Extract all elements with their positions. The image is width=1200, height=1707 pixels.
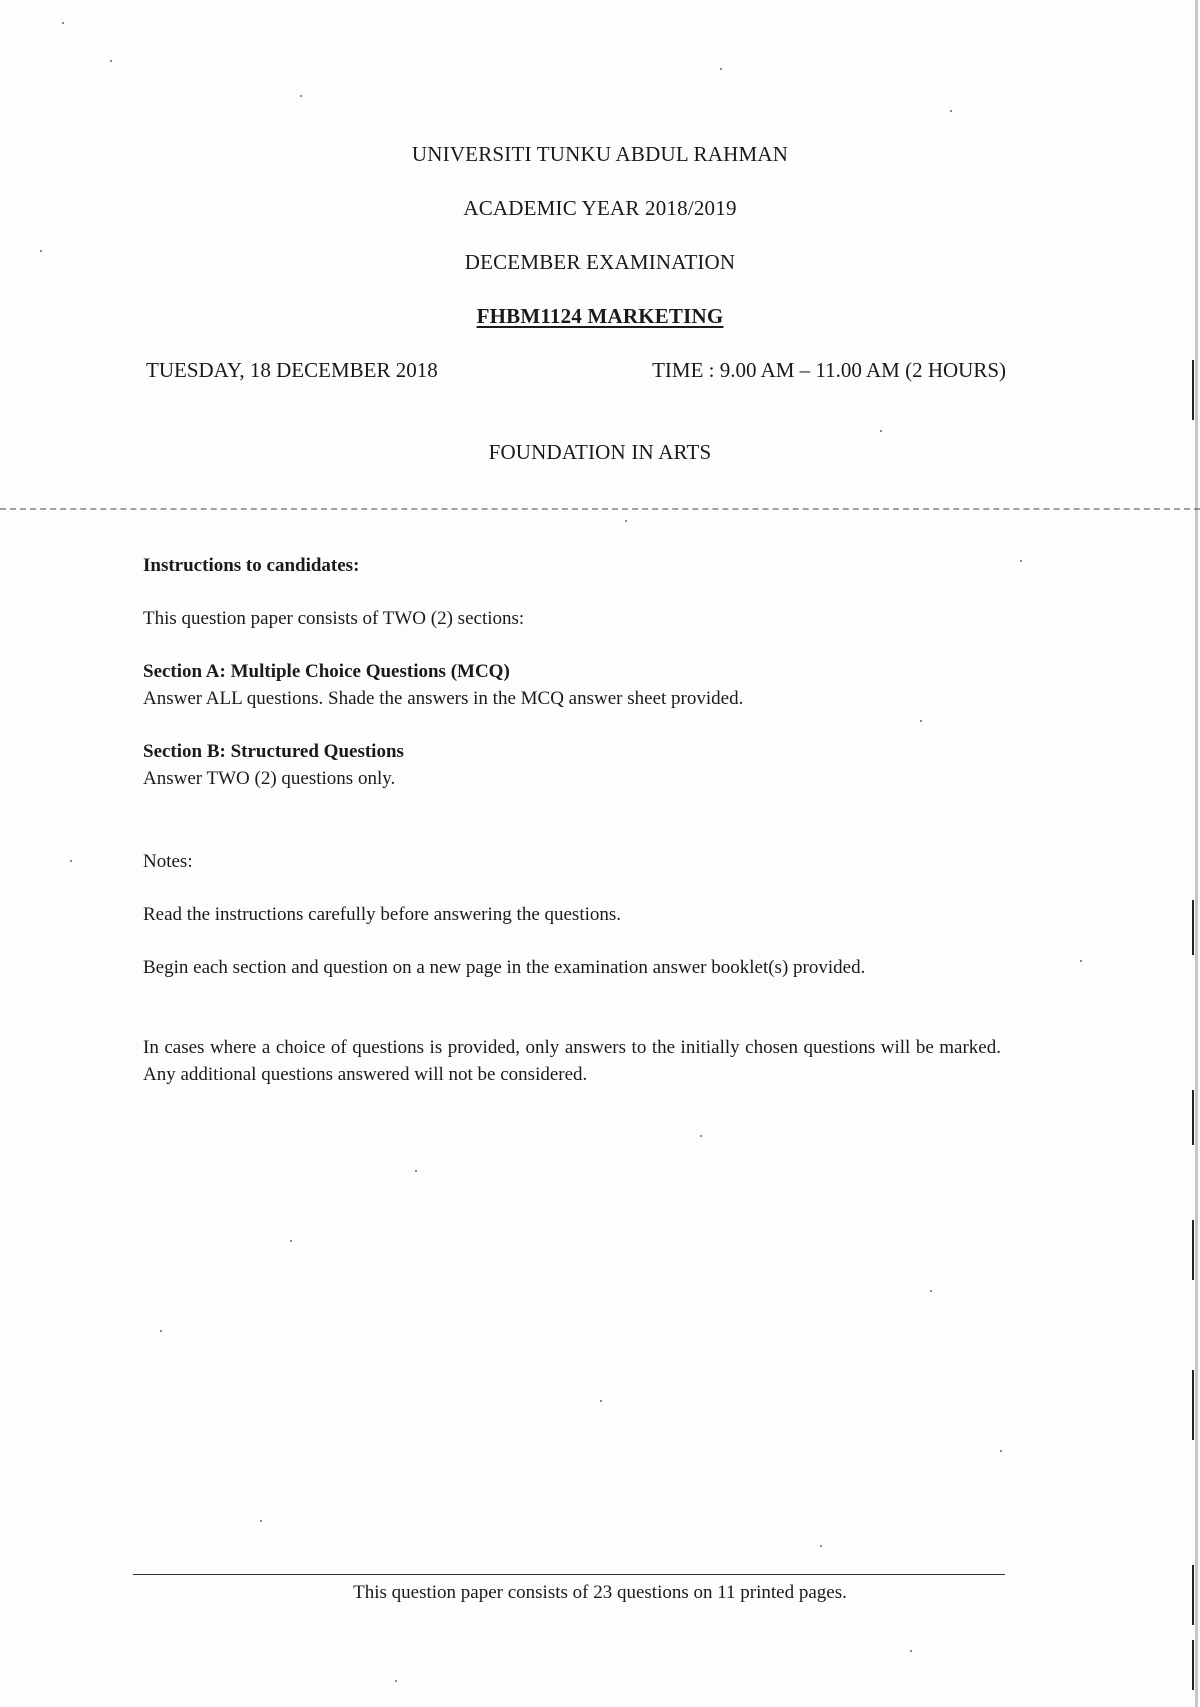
scan-speck — [70, 860, 72, 862]
course-title: FHBM1124 MARKETING — [476, 304, 724, 328]
scan-speck — [600, 1400, 602, 1402]
course-title-wrapper — [0, 304, 1200, 329]
scan-edge-mark — [1192, 360, 1194, 420]
scan-edge-line — [1195, 0, 1198, 1707]
scan-speck — [880, 430, 882, 432]
scan-edge-mark — [1192, 1370, 1194, 1440]
note-new-page: Begin each section and question on a new page in the examination answer booklet(s) provided. — [143, 957, 866, 978]
exam-time: TIME : 9.00 AM – 11.00 AM (2 HOURS) — [652, 358, 1006, 382]
section-a-title: Section A: Multiple Choice Questions (MCQ) — [143, 661, 510, 682]
scan-edge-mark — [1192, 1090, 1194, 1145]
instructions-intro: This question paper consists of TWO (2) sections: — [143, 608, 525, 629]
exam-date: TUESDAY, 18 DECEMBER 2018 — [146, 358, 438, 382]
note-choice-of-questions: In cases where a choice of questions is provided, only answers to the initially chosen questions will be marked. Any additional questions answered will not be considered. — [143, 1037, 1001, 1085]
section-divider — [0, 508, 1200, 510]
footer-page-info: This question paper consists of 23 questions on 11 printed pages. — [353, 1582, 847, 1603]
scan-speck — [260, 1520, 262, 1522]
scan-edge-mark — [1192, 1220, 1194, 1280]
scan-speck — [625, 520, 627, 522]
scan-speck — [720, 68, 722, 70]
section-b-text: Answer TWO (2) questions only. — [143, 768, 396, 789]
scan-speck — [160, 1330, 162, 1332]
scan-speck — [395, 1680, 397, 1682]
instructions-heading: Instructions to candidates: — [143, 555, 360, 576]
notes-heading: Notes: — [143, 851, 193, 872]
scan-speck — [700, 1135, 702, 1137]
section-b-title: Section B: Structured Questions — [143, 741, 404, 762]
scan-speck — [300, 95, 302, 97]
scan-edge-mark — [1192, 1640, 1194, 1690]
section-a-text: Answer ALL questions. Shade the answers in the MCQ answer sheet provided. — [143, 688, 744, 709]
scan-edge-mark — [1192, 900, 1194, 955]
university-name: UNIVERSITI TUNKU ABDUL RAHMAN — [411, 142, 789, 166]
section-a-block — [143, 658, 1001, 712]
scan-speck — [1080, 960, 1082, 962]
scan-speck — [62, 22, 64, 24]
note-read-instructions: Read the instructions carefully before answering the questions. — [143, 904, 622, 925]
examination-title: DECEMBER EXAMINATION — [464, 250, 736, 274]
scan-speck — [40, 250, 42, 252]
scan-speck — [930, 1290, 932, 1292]
programme-name: FOUNDATION IN ARTS — [488, 440, 712, 464]
section-b-block — [143, 738, 1001, 792]
scan-speck — [290, 1240, 292, 1242]
scan-speck — [820, 1545, 822, 1547]
scan-edge-mark — [1192, 1565, 1194, 1625]
scan-speck — [415, 1170, 417, 1172]
scan-speck — [920, 720, 922, 722]
scan-speck — [1000, 1450, 1002, 1452]
scan-speck — [910, 1650, 912, 1652]
footer-rule — [133, 1574, 1005, 1575]
scan-speck — [1020, 560, 1022, 562]
scan-speck — [110, 60, 112, 62]
scan-speck — [950, 110, 952, 112]
academic-year: ACADEMIC YEAR 2018/2019 — [463, 196, 737, 220]
